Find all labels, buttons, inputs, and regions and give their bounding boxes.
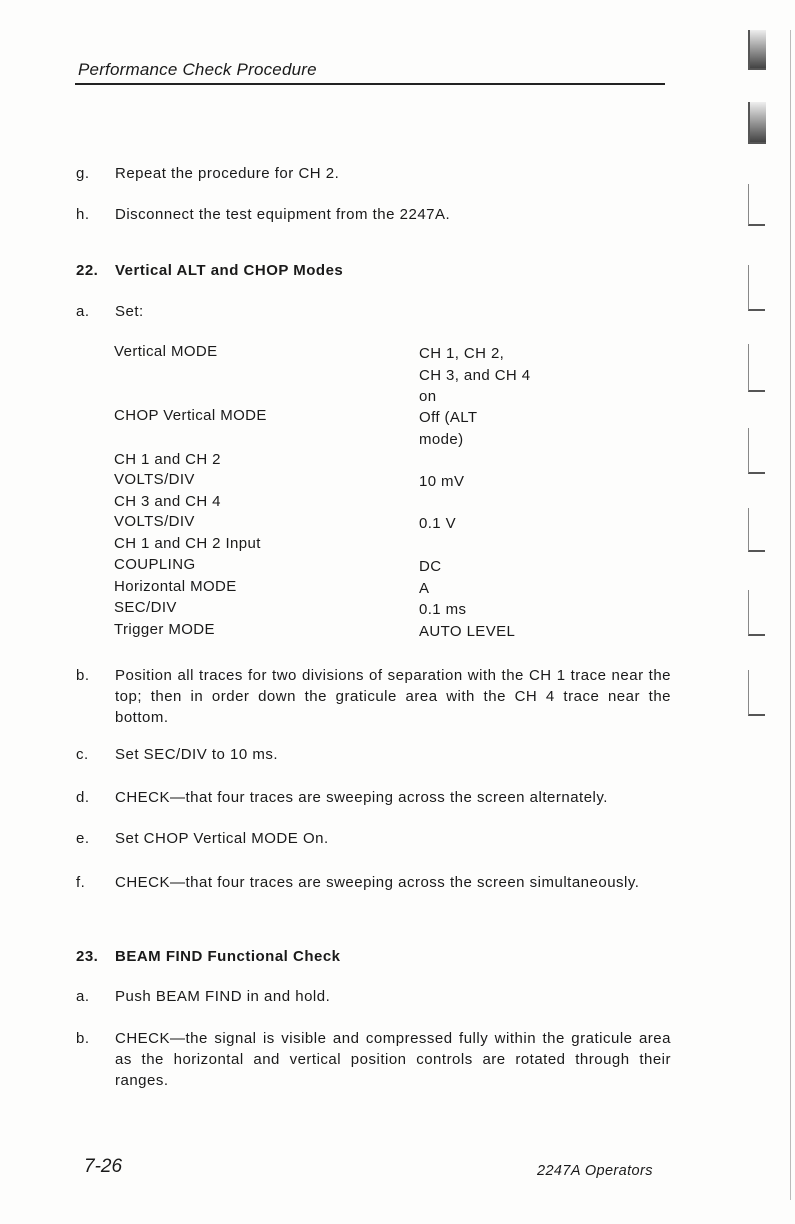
thumb-tab (748, 590, 765, 636)
thumb-tab (748, 508, 765, 552)
setting-name: Trigger MODE (114, 621, 215, 638)
manual-title: 2247A Operators (537, 1163, 653, 1179)
thumb-tab (748, 102, 766, 144)
setting-name: CHOP Vertical MODE (114, 407, 267, 424)
thumb-tab (748, 428, 765, 474)
setting-value: A (419, 580, 430, 597)
step-text: Set SEC/DIV to 10 ms. (115, 746, 279, 763)
step-label: h. (76, 206, 90, 223)
thumb-tab (748, 265, 765, 311)
thumb-tab (748, 670, 765, 716)
step-label: a. (76, 303, 90, 320)
setting-value: CH 1, CH 2, (419, 345, 505, 362)
header-rule (75, 83, 665, 85)
setting-value: DC (419, 558, 442, 575)
setting-name: SEC/DIV (114, 599, 177, 616)
setting-name: Vertical MODE (114, 343, 218, 360)
step-text: Repeat the procedure for CH 2. (115, 165, 340, 182)
step-label: f. (76, 874, 86, 891)
setting-name: CH 1 and CH 2 Input (114, 535, 261, 552)
setting-name: CH 3 and CH 4 (114, 493, 221, 510)
setting-name: CH 1 and CH 2 (114, 451, 221, 468)
step-text: Set: (115, 303, 144, 320)
step-label: b. (76, 667, 90, 684)
section-number: 22. (76, 262, 99, 279)
step-text: Disconnect the test equipment from the 2247A. (115, 206, 451, 223)
setting-value: on (419, 388, 437, 405)
step-label: b. (76, 1030, 90, 1047)
setting-name: VOLTS/DIV (114, 513, 195, 530)
step-text: Position all traces for two divisions of separation with the CH 1 trace near the top; then in order down the graticule area with the CH 4 trace near the bottom. (115, 667, 671, 726)
section-number: 23. (76, 948, 99, 965)
setting-value: 0.1 V (419, 515, 457, 532)
step-label: d. (76, 789, 90, 806)
step-text: Set CHOP Vertical MODE On. (115, 830, 329, 847)
thumb-tab (748, 184, 765, 226)
step-text: CHECK—that four traces are sweeping across the screen alternately. (115, 789, 608, 806)
header-title: Performance Check Procedure (78, 60, 317, 79)
thumb-tab (748, 30, 766, 70)
page-number: 7-26 (84, 1156, 123, 1177)
step-text: Push BEAM FIND in and hold. (115, 988, 331, 1005)
page-edge (790, 30, 791, 1200)
setting-value: 10 mV (419, 473, 465, 490)
section-title: Vertical ALT and CHOP Modes (115, 262, 344, 279)
step-label: e. (76, 830, 90, 847)
step-label: a. (76, 988, 90, 1005)
setting-name: VOLTS/DIV (114, 471, 195, 488)
step-label: c. (76, 746, 89, 763)
setting-value: AUTO LEVEL (419, 623, 516, 640)
setting-value: CH 3, and CH 4 (419, 367, 531, 384)
step-text: CHECK—that four traces are sweeping across the screen simultaneously. (115, 874, 640, 891)
step-label: g. (76, 165, 90, 182)
setting-value: mode) (419, 431, 464, 448)
setting-value: Off (ALT (419, 409, 478, 426)
setting-name: COUPLING (114, 556, 196, 573)
setting-value: 0.1 ms (419, 601, 467, 618)
section-title: BEAM FIND Functional Check (115, 948, 341, 965)
setting-name: Horizontal MODE (114, 578, 237, 595)
step-text: CHECK—the signal is visible and compressed fully within the graticule area as the horizontal and vertical position controls are rotated through their ranges. (115, 1030, 671, 1089)
thumb-tab (748, 344, 765, 392)
